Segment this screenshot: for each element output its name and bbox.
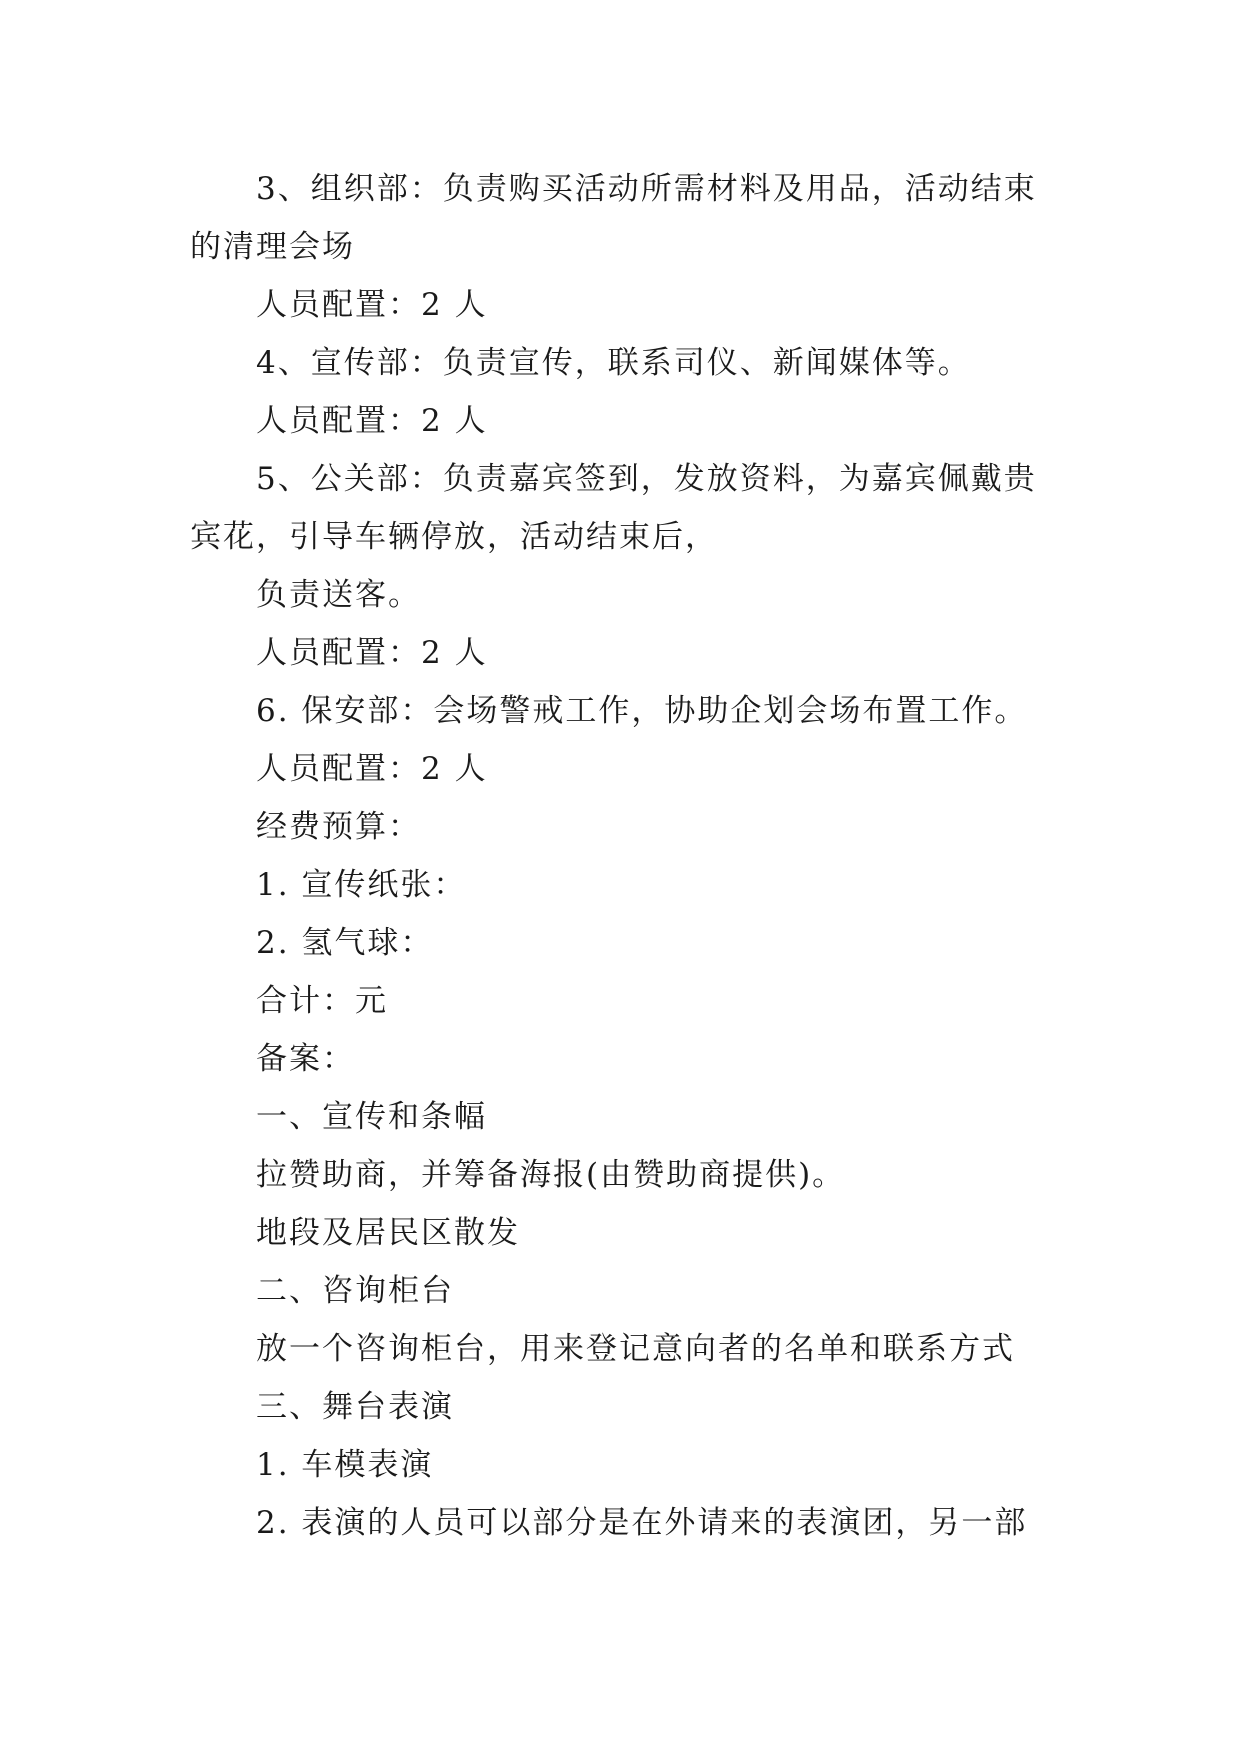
subsection-heading: 三、舞台表演 (256, 1389, 454, 1425)
list-item: 1. 车模表演 (256, 1447, 434, 1483)
paragraph-line: 4、宣传部：负责宣传，联系司仪、新闻媒体等。 (256, 345, 971, 381)
paragraph-line: 地段及居民区散发 (256, 1215, 520, 1251)
paragraph-line: 人员配置：2 人 (256, 751, 488, 787)
section-heading: 备案： (256, 1041, 355, 1077)
paragraph-line: 宾花，引导车辆停放，活动结束后， (190, 519, 718, 555)
list-item: 1. 宣传纸张： (256, 867, 467, 903)
paragraph-line: 的清理会场 (190, 229, 355, 265)
paragraph-line: 5、公关部：负责嘉宾签到，发放资料，为嘉宾佩戴贵 (256, 461, 1037, 497)
paragraph-line: 负责送客。 (256, 577, 421, 613)
paragraph-line: 3、组织部：负责购买活动所需材料及用品，活动结束 (256, 171, 1037, 207)
list-item: 2. 表演的人员可以部分是在外请来的表演团，另一部 (256, 1505, 1028, 1541)
section-heading: 经费预算： (256, 809, 421, 845)
paragraph-line: 人员配置：2 人 (256, 403, 488, 439)
document-body (190, 160, 1070, 1552)
list-item: 2. 氢气球： (256, 925, 434, 961)
subsection-heading: 一、宣传和条幅 (256, 1099, 487, 1135)
paragraph-line: 人员配置：2 人 (256, 635, 488, 671)
paragraph-line: 人员配置：2 人 (256, 287, 488, 323)
paragraph-line: 6. 保安部：会场警戒工作，协助企划会场布置工作。 (256, 693, 1028, 729)
subsection-heading: 二、咨询柜台 (256, 1273, 454, 1309)
total-line: 合计：元 (256, 983, 388, 1019)
paragraph-line: 拉赞助商，并筹备海报(由赞助商提供)。 (256, 1157, 846, 1193)
paragraph-line: 放一个咨询柜台，用来登记意向者的名单和联系方式 (256, 1331, 1015, 1367)
